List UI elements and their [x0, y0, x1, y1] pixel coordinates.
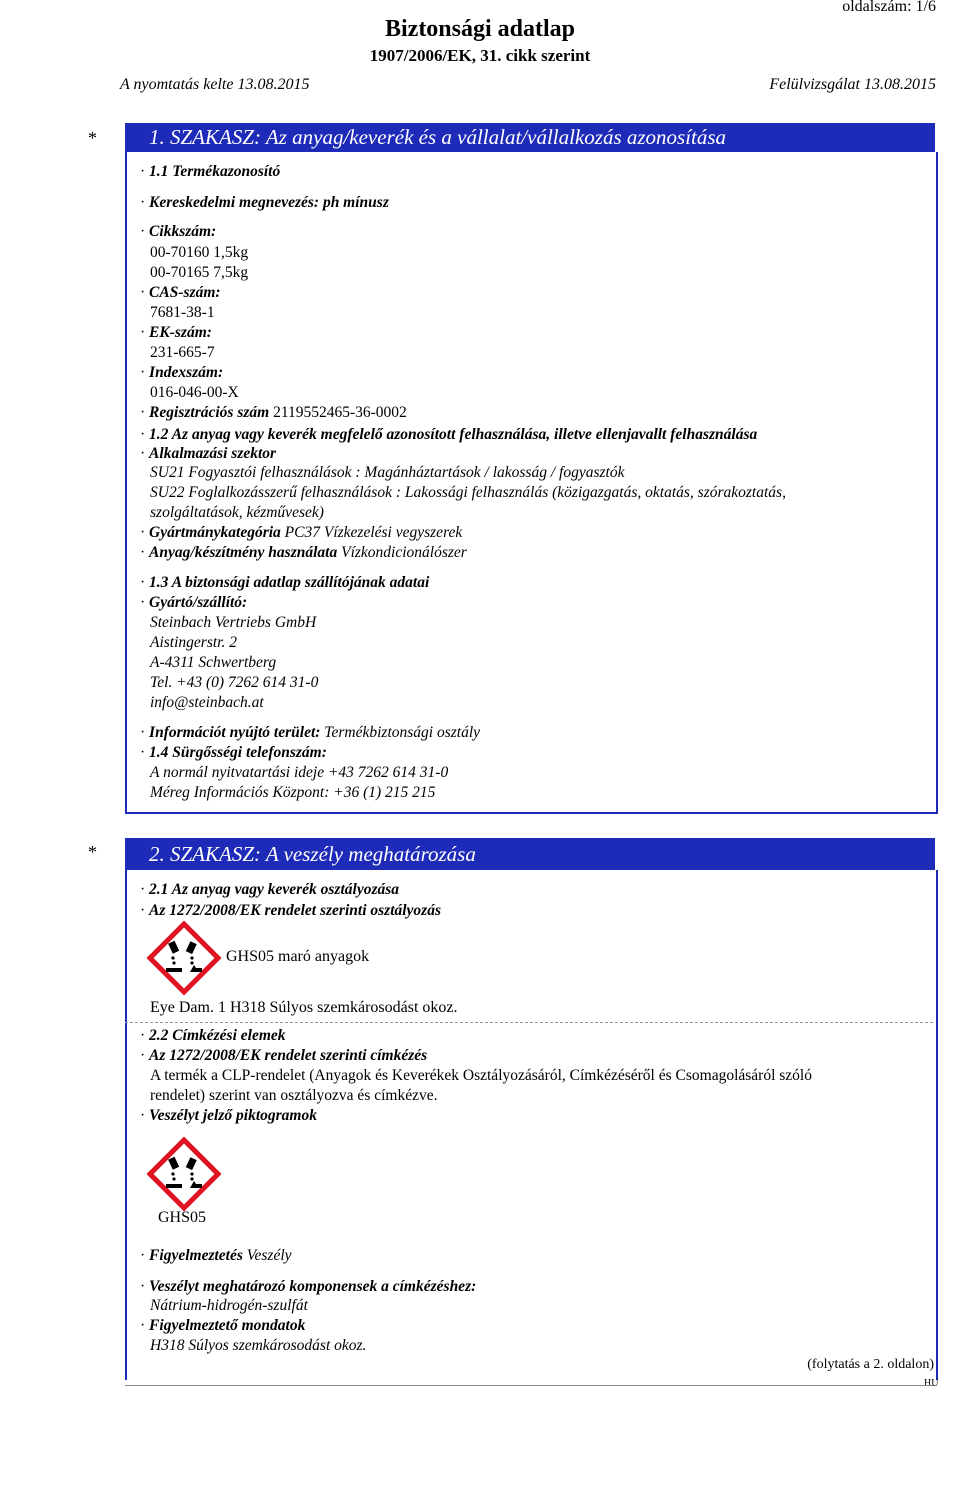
text-line: [140, 194, 389, 212]
text-line: [140, 1317, 305, 1335]
bullet-dot: ·: [140, 163, 150, 180]
text-line: [150, 244, 248, 262]
section2-title: 2. SZAKASZ: A veszély meghatározása: [149, 842, 476, 866]
ghs05-corrosion-icon: [146, 920, 222, 996]
field-value: Méreg Információs Központ: +36 (1) 215 215: [150, 784, 436, 801]
field-label: Az 1272/2008/EK rendelet szerinti osztályozás: [149, 902, 441, 919]
field-value: szolgáltatások, kézművesek): [150, 504, 324, 521]
field-label: CAS-szám:: [149, 284, 221, 301]
text-line: [140, 902, 441, 920]
ghs05-caption: GHS05 maró anyagok: [226, 948, 370, 965]
field-label: Cikkszám:: [149, 223, 217, 240]
field-label: Alkalmazási szektor: [149, 445, 277, 462]
bullet-dot: ·: [140, 324, 150, 341]
footer-rule: [125, 1385, 933, 1386]
text-line: [140, 1247, 292, 1265]
field-value: 016-046-00-X: [150, 384, 239, 401]
field-value: Nátrium-hidrogén-szulfát: [150, 1297, 308, 1314]
bullet-dot: ·: [140, 1317, 150, 1334]
text-line: [150, 1297, 308, 1315]
field-label: Veszélyt jelző piktogramok: [149, 1107, 317, 1124]
divider: [125, 1022, 933, 1023]
bullet-dot: ·: [140, 1247, 150, 1264]
text-line: [150, 1067, 812, 1085]
field-value: 00-70165 7,5kg: [150, 264, 249, 281]
email-link[interactable]: info@steinbach.at: [150, 694, 264, 711]
text-line: [150, 1337, 366, 1355]
text-line: [150, 614, 316, 632]
text-line: [150, 1087, 437, 1105]
section2-header-bar: [125, 838, 935, 870]
field-value: SU22 Foglalkozásszerű felhasználások : Lakossági felhasználás (közigazgatás, oktatás, szórakoztatás,: [150, 484, 786, 501]
field-value: PC37 Vízkezelési vegyszerek: [280, 524, 463, 541]
bullet-dot: ·: [140, 902, 150, 919]
field-value: Aistingerstr. 2: [150, 634, 237, 651]
bullet-dot: ·: [140, 594, 150, 611]
bullet-dot: ·: [140, 1027, 150, 1044]
bullet-dot: ·: [140, 574, 150, 591]
field-label: Az 1272/2008/EK rendelet szerinti címkézés: [149, 1047, 428, 1064]
text-line: [140, 1047, 427, 1065]
bullet-dot: ·: [140, 544, 150, 561]
field-label: Figyelmeztetés: [149, 1247, 243, 1264]
text-line: [140, 544, 467, 562]
text-line: [140, 284, 221, 302]
bullet-dot: ·: [140, 404, 150, 421]
document-subtitle: 1907/2006/EK, 31. cikk szerint: [369, 46, 591, 65]
field-value: A termék a CLP-rendelet (Anyagok és Keverékek Osztályozásáról, Címkézéséről és Csomagolásáról szóló: [150, 1067, 812, 1084]
text-line: [150, 634, 237, 652]
text-line: [150, 344, 215, 362]
text-line: [140, 324, 212, 342]
field-value: 00-70160 1,5kg: [150, 244, 249, 261]
bullet-dot: ·: [140, 194, 150, 211]
text-line: [140, 445, 276, 463]
field-value: Tel. +43 (0) 7262 614 31-0: [150, 674, 319, 691]
field-label: Anyag/készítmény használata: [149, 544, 338, 561]
field-value: SU21 Fogyasztói felhasználások : Magánháztartások / lakosság / fogyasztók: [150, 464, 625, 481]
text-line: [140, 524, 462, 542]
field-value: Veszély: [242, 1247, 292, 1264]
bullet-dot: ·: [140, 1047, 150, 1064]
field-label: Indexszám:: [149, 364, 224, 381]
text-line: [150, 384, 239, 402]
text-line: [140, 744, 327, 762]
bullet-dot: ·: [140, 1278, 150, 1295]
field-label: 1.4 Sürgősségi telefonszám:: [149, 744, 327, 761]
text-line: [140, 574, 429, 592]
text-line: [150, 504, 324, 522]
language-code: HU: [924, 1378, 939, 1389]
field-label: 1.3 A biztonsági adatlap szállítójának adatai: [149, 574, 430, 591]
bullet-dot: ·: [140, 426, 150, 443]
bullet-dot: ·: [140, 284, 150, 301]
print-date: A nyomtatás kelte 13.08.2015: [120, 76, 310, 93]
field-label: Regisztrációs szám: [149, 404, 270, 421]
field-label: Kereskedelmi megnevezés:: [149, 194, 320, 211]
field-value: Steinbach Vertriebs GmbH: [150, 614, 317, 631]
section1-change-marker: *: [88, 128, 97, 148]
text-line: [140, 404, 407, 422]
field-label: Figyelmeztető mondatok: [149, 1317, 306, 1334]
text-line: [140, 1278, 476, 1296]
field-value: Termékbiztonsági osztály: [320, 724, 481, 741]
text-line: [150, 784, 435, 802]
text-line: [140, 163, 280, 181]
bullet-dot: ·: [140, 223, 150, 240]
text-line: [140, 426, 757, 444]
text-line: [150, 764, 448, 782]
field-value: 2119552465-36-0002: [269, 404, 407, 421]
text-line: [150, 484, 786, 502]
bullet-dot: ·: [140, 1107, 150, 1124]
bullet-dot: ·: [140, 445, 150, 462]
text-line: [150, 694, 264, 712]
field-value: ph mínusz: [319, 194, 389, 211]
bullet-dot: ·: [140, 364, 150, 381]
field-value: A normál nyitvatartási ideje +43 7262 614 31-0: [150, 764, 449, 781]
field-label: 2.2 Címkézési elemek: [149, 1027, 286, 1044]
field-label: 2.1 Az anyag vagy keverék osztályozása: [149, 881, 400, 898]
field-value: A-4311 Schwertberg: [150, 654, 277, 671]
text-line: [140, 881, 399, 899]
page-number: oldalszám: 1/6: [842, 0, 936, 15]
section2-change-marker: *: [88, 842, 97, 862]
bullet-dot: ·: [140, 524, 150, 541]
field-value: 231-665-7: [150, 344, 215, 361]
ghs05-corrosion-icon-label: [146, 1136, 222, 1212]
text-line: [150, 304, 215, 322]
section1-header-bar: [125, 123, 935, 152]
field-label: Gyártmánykategória: [149, 524, 281, 541]
continuation-note: (folytatás a 2. oldalon): [807, 1357, 934, 1372]
text-line: [150, 654, 276, 672]
text-line: [140, 364, 223, 382]
field-value: rendelet) szerint van osztályozva és címkézve.: [150, 1087, 438, 1104]
field-value: H318 Súlyos szemkárosodást okoz.: [150, 1337, 367, 1354]
document-title: Biztonsági adatlap: [384, 16, 576, 42]
text-line: [140, 1027, 286, 1045]
text-line: [150, 264, 248, 282]
text-line: [140, 223, 216, 241]
hazard-classification-line: Eye Dam. 1 H318 Súlyos szemkárosodást okoz.: [150, 999, 458, 1016]
field-label: Információt nyújtó terület:: [149, 724, 321, 741]
text-line: [140, 724, 480, 742]
field-label: 1.2 Az anyag vagy keverék megfelelő azonosított felhasználása, illetve ellenjavallt felhasználása: [149, 426, 758, 443]
field-label: 1.1 Termékazonosító: [149, 163, 281, 180]
ghs05-label: GHS05: [158, 1209, 207, 1226]
text-line: [150, 674, 318, 692]
section1-title: 1. SZAKASZ: Az anyag/keverék és a vállalat/vállalkozás azonosítása: [149, 125, 727, 149]
text-line: [150, 464, 624, 482]
revision-date: Felülvizsgálat 13.08.2015: [769, 76, 936, 93]
bullet-dot: ·: [140, 744, 150, 761]
field-label: EK-szám:: [149, 324, 212, 341]
text-line: [140, 594, 247, 612]
field-value: 7681-38-1: [150, 304, 215, 321]
field-value: Vízkondicionálószer: [337, 544, 467, 561]
field-label: Veszélyt meghatározó komponensek a címkézéshez:: [149, 1278, 477, 1295]
bullet-dot: ·: [140, 881, 150, 898]
field-label: Gyártó/szállító:: [149, 594, 248, 611]
bullet-dot: ·: [140, 724, 150, 741]
text-line: [140, 1107, 317, 1125]
